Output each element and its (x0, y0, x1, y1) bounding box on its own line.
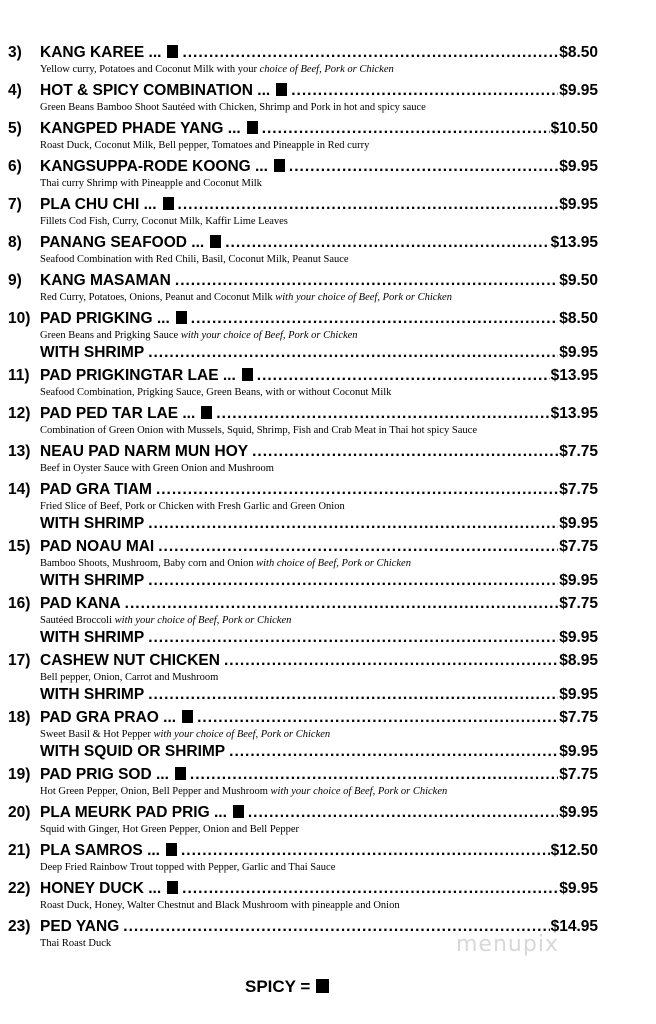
item-name (40, 367, 253, 385)
item-number: 10) (8, 310, 31, 327)
description-choice: choice of Beef, Pork or Chicken (259, 64, 394, 75)
item-number: 22) (8, 880, 31, 897)
item-name-text: HONEY DUCK ... (40, 880, 162, 897)
item-number: 21) (8, 842, 31, 859)
item-title-row (8, 766, 598, 785)
dot-leader (148, 344, 558, 362)
item-number: 19) (8, 766, 31, 783)
menu-item (8, 880, 598, 918)
item-title-row (8, 158, 598, 177)
item-name-text: NEAU PAD NARM MUN HOY (40, 443, 249, 460)
description-text: Bell pepper, Onion, Carrot and Mushroom (40, 672, 219, 683)
item-title-row (8, 481, 598, 500)
description-text: Fried Slice of Beef, Pork or Chicken with Fresh Garlic and Green Onion (40, 501, 345, 512)
item-name-text: KANG MASAMAN (40, 272, 171, 289)
item-number: 11) (8, 367, 30, 384)
item-name-text: PED YANG (40, 918, 120, 935)
item-description (40, 329, 598, 344)
item-title-row (8, 880, 598, 899)
item-title-row (8, 595, 598, 614)
item-description (40, 215, 598, 230)
item-name (40, 880, 178, 898)
spicy-icon (274, 159, 285, 172)
item-name-text: KANGSUPPA-RODE KOONG ... (40, 158, 268, 175)
description-choice: with choice of Beef, Pork or Chicken (256, 558, 411, 569)
description-choice: with your choice of Beef, Pork or Chicken (180, 330, 358, 341)
description-text: Deep Fried Rainbow Trout topped with Pepper, Garlic and Thai Sauce (40, 862, 336, 873)
item-name-text: PAD NOAU MAI (40, 538, 155, 555)
item-price: $9.95 (559, 82, 598, 99)
item-price: $8.50 (559, 310, 598, 327)
menu-item (8, 804, 598, 842)
item-number: 12) (8, 405, 31, 422)
description-text: Green Beans and Prigking Sauce (40, 330, 181, 341)
item-title-row (8, 82, 598, 101)
item-name-text: PAD PRIGKING ... (40, 310, 170, 327)
item-title-row (8, 405, 598, 424)
dot-leader (216, 405, 549, 423)
item-title-row (8, 652, 598, 671)
item-title-row (8, 44, 598, 63)
item-description (40, 861, 598, 876)
item-description (40, 557, 598, 572)
variant-price: $9.95 (559, 629, 598, 646)
description-text: Combination of Green Onion with Mussels, Squid, Shrimp, Fish and Crab Meat in Thai hot spicy Sauce (40, 425, 477, 436)
item-price: $7.75 (559, 443, 598, 460)
menu-item (8, 120, 598, 158)
description-text: Fillets Cod Fish, Curry, Coconut Milk, Kaffir Lime Leaves (40, 216, 288, 227)
menu-item (8, 310, 598, 367)
item-name-text: KANGPED PHADE YANG ... (40, 120, 241, 137)
dot-leader (289, 158, 558, 176)
item-price: $7.75 (559, 766, 598, 783)
item-number: 15) (8, 538, 31, 555)
dot-leader (125, 595, 559, 613)
item-title-row (8, 310, 598, 329)
dot-leader (191, 310, 558, 328)
item-title-row (8, 234, 598, 253)
description-choice: with your choice of Beef, Pork or Chicken (275, 292, 452, 303)
item-description (40, 614, 598, 629)
description-text: Yellow curry, Potatoes and Coconut Milk with your (40, 64, 260, 75)
item-price: $14.95 (550, 918, 598, 935)
spicy-icon (167, 881, 178, 894)
item-name (40, 234, 221, 252)
item-name-text: KANG KAREE ... (40, 44, 162, 61)
dot-leader (224, 652, 558, 670)
item-price: $9.95 (559, 880, 598, 897)
item-number: 17) (8, 652, 31, 669)
dot-leader (182, 880, 558, 898)
item-name-text: PAD PRIG SOD ... (40, 766, 169, 783)
item-number: 13) (8, 443, 31, 460)
item-number: 7) (8, 196, 22, 213)
item-name (40, 804, 244, 822)
menu-item (8, 538, 598, 595)
spicy-legend-label: SPICY = (245, 977, 311, 996)
variant-name: WITH SHRIMP (40, 344, 145, 361)
item-variant-row (8, 743, 598, 762)
spicy-icon (175, 767, 186, 780)
description-text: Seafood Combination with Red Chili, Basil, Coconut Milk, Peanut Sauce (40, 254, 349, 265)
item-description (40, 785, 598, 800)
variant-name: WITH SHRIMP (40, 686, 145, 703)
item-name (40, 538, 154, 556)
item-name (40, 310, 187, 328)
item-name-text: PAD GRA TIAM (40, 481, 152, 498)
dot-leader (148, 515, 558, 533)
description-text: Squid with Ginger, Hot Green Pepper, Onion and Bell Pepper (40, 824, 299, 835)
menu-item (8, 443, 598, 481)
item-number: 5) (8, 120, 22, 137)
item-name (40, 766, 186, 784)
item-description (40, 253, 598, 268)
menu-item (8, 82, 598, 120)
dot-leader (225, 234, 549, 252)
item-name (40, 443, 248, 461)
description-choice: with your choice of Beef, Pork or Chicken (153, 729, 331, 740)
description-text: Sweet Basil & Hot Pepper (40, 729, 154, 740)
item-price: $9.95 (559, 804, 598, 821)
variant-price: $9.95 (559, 743, 598, 760)
item-name-text: PANANG SEAFOOD ... (40, 234, 205, 251)
dot-leader (148, 686, 558, 704)
spicy-legend (245, 977, 329, 997)
description-text: Seafood Combination, Prigking Sauce, Green Beans, with or without Coconut Milk (40, 387, 392, 398)
dot-leader (229, 743, 558, 761)
item-description (40, 177, 598, 192)
menu-item (8, 367, 598, 405)
spicy-icon (276, 83, 287, 96)
item-name-text: HOT & SPICY COMBINATION ... (40, 82, 271, 99)
item-variant-row (8, 344, 598, 363)
item-title-row (8, 120, 598, 139)
menu-item (8, 234, 598, 272)
description-text: Roast Duck, Coconut Milk, Bell pepper, Tomatoes and Pineapple in Red curry (40, 140, 370, 151)
spicy-icon (201, 406, 212, 419)
item-description (40, 424, 598, 439)
spicy-icon (167, 45, 178, 58)
item-number: 8) (8, 234, 22, 251)
spicy-icon (233, 805, 244, 818)
item-price: $7.75 (559, 709, 598, 726)
variant-price: $9.95 (559, 572, 598, 589)
item-number: 9) (8, 272, 22, 289)
item-name (40, 842, 177, 860)
item-price: $7.75 (559, 538, 598, 555)
item-number: 14) (8, 481, 31, 498)
variant-price: $9.95 (559, 686, 598, 703)
dot-leader (248, 804, 558, 822)
description-text: Red Curry, Potatoes, Onions, Peanut and Coconut Milk (40, 292, 276, 303)
item-name (40, 481, 152, 499)
item-variant-row (8, 686, 598, 705)
menu-item (8, 196, 598, 234)
dot-leader (156, 481, 558, 499)
item-description (40, 63, 598, 78)
description-text: Hot Green Pepper, Onion, Bell Pepper and Mushroom (40, 786, 271, 797)
item-price: $12.50 (550, 842, 598, 859)
item-price: $9.95 (559, 196, 598, 213)
spicy-icon (247, 121, 258, 134)
description-text: Thai curry Shrimp with Pineapple and Coconut Milk (40, 178, 262, 189)
item-variant-row (8, 515, 598, 534)
variant-price: $9.95 (559, 344, 598, 361)
variant-name: WITH SQUID OR SHRIMP (40, 743, 226, 760)
item-title-row (8, 804, 598, 823)
item-price: $7.75 (559, 595, 598, 612)
variant-price: $9.95 (559, 515, 598, 532)
item-title-row (8, 196, 598, 215)
description-text: Sautéed Broccoli (40, 615, 115, 626)
item-description (40, 139, 598, 154)
item-price: $13.95 (550, 234, 598, 251)
dot-leader (175, 272, 558, 290)
item-name (40, 595, 121, 613)
dot-leader (291, 82, 558, 100)
item-description (40, 671, 598, 686)
item-name (40, 918, 119, 936)
spicy-icon (166, 843, 177, 856)
menu-item (8, 405, 598, 443)
menu-item (8, 44, 598, 82)
item-number: 18) (8, 709, 31, 726)
dot-leader (262, 120, 550, 138)
item-description (40, 291, 598, 306)
item-price: $8.95 (559, 652, 598, 669)
item-name (40, 272, 171, 290)
description-choice: with your choice of Beef, Pork or Chicken (270, 786, 448, 797)
description-text: Roast Duck, Honey, Walter Chestnut and Black Mushroom with pineapple and Onion (40, 900, 400, 911)
item-variant-row (8, 629, 598, 648)
dot-leader (252, 443, 558, 461)
menu-item (8, 158, 598, 196)
item-title-row (8, 272, 598, 291)
item-name (40, 652, 220, 670)
item-name-text: PLA CHU CHI ... (40, 196, 157, 213)
variant-name: WITH SHRIMP (40, 515, 145, 532)
description-text: Green Beans Bamboo Shoot Sautéed with Chicken, Shrimp and Pork in hot and spicy sauce (40, 102, 426, 113)
item-price: $9.50 (559, 272, 598, 289)
item-description (40, 101, 598, 116)
spicy-icon (163, 197, 174, 210)
item-name-text: CASHEW NUT CHICKEN (40, 652, 220, 669)
dot-leader (257, 367, 550, 385)
description-text: Thai Roast Duck (40, 938, 112, 949)
item-price: $8.50 (559, 44, 598, 61)
item-name (40, 82, 287, 100)
spicy-icon (316, 979, 329, 993)
spicy-icon (242, 368, 253, 381)
item-name (40, 158, 285, 176)
description-text: Bamboo Shoots, Mushroom, Baby corn and Onion (40, 558, 257, 569)
menu-list (8, 44, 598, 956)
item-name (40, 120, 258, 138)
variant-name: WITH SHRIMP (40, 629, 145, 646)
dot-leader (178, 196, 559, 214)
item-name (40, 405, 212, 423)
dot-leader (148, 572, 558, 590)
item-description (40, 823, 598, 838)
item-price: $13.95 (550, 405, 598, 422)
item-number: 20) (8, 804, 31, 821)
menu-item (8, 595, 598, 652)
item-title-row (8, 443, 598, 462)
item-name-text: PAD PED TAR LAE ... (40, 405, 196, 422)
item-title-row (8, 709, 598, 728)
spicy-icon (176, 311, 187, 324)
description-text: Beef in Oyster Sauce with Green Onion and Mushroom (40, 463, 274, 474)
item-title-row (8, 538, 598, 557)
menu-item (8, 481, 598, 538)
item-price: $9.95 (559, 158, 598, 175)
item-description (40, 500, 598, 515)
menu-item (8, 272, 598, 310)
dot-leader (158, 538, 558, 556)
dot-leader (181, 842, 550, 860)
item-price: $7.75 (559, 481, 598, 498)
item-number: 16) (8, 595, 31, 612)
item-number: 3) (8, 44, 22, 61)
item-number: 4) (8, 82, 22, 99)
item-title-row (8, 367, 598, 386)
spicy-icon (210, 235, 221, 248)
spicy-icon (182, 710, 193, 723)
item-name (40, 44, 178, 62)
dot-leader (148, 629, 558, 647)
item-name (40, 709, 193, 727)
menu-item (8, 766, 598, 804)
item-price: $13.95 (550, 367, 598, 384)
item-description (40, 728, 598, 743)
dot-leader (190, 766, 558, 784)
menu-item (8, 652, 598, 709)
item-name-text: PLA MEURK PAD PRIG ... (40, 804, 227, 821)
dot-leader (197, 709, 558, 727)
item-name (40, 196, 174, 214)
item-number: 23) (8, 918, 31, 935)
item-name-text: PAD KANA (40, 595, 121, 612)
watermark: menupix (456, 932, 559, 957)
item-number: 6) (8, 158, 22, 175)
item-name-text: PAD PRIGKINGTAR LAE ... (40, 367, 236, 384)
item-description (40, 462, 598, 477)
menu-item (8, 709, 598, 766)
description-choice: with your choice of Beef, Pork or Chicken (114, 615, 292, 626)
dot-leader (182, 44, 558, 62)
item-title-row (8, 842, 598, 861)
menu-item (8, 842, 598, 880)
item-name-text: PLA SAMROS ... (40, 842, 160, 859)
item-variant-row (8, 572, 598, 591)
item-description (40, 386, 598, 401)
item-price: $10.50 (550, 120, 598, 137)
variant-name: WITH SHRIMP (40, 572, 145, 589)
item-name-text: PAD GRA PRAO ... (40, 709, 177, 726)
item-description (40, 899, 598, 914)
